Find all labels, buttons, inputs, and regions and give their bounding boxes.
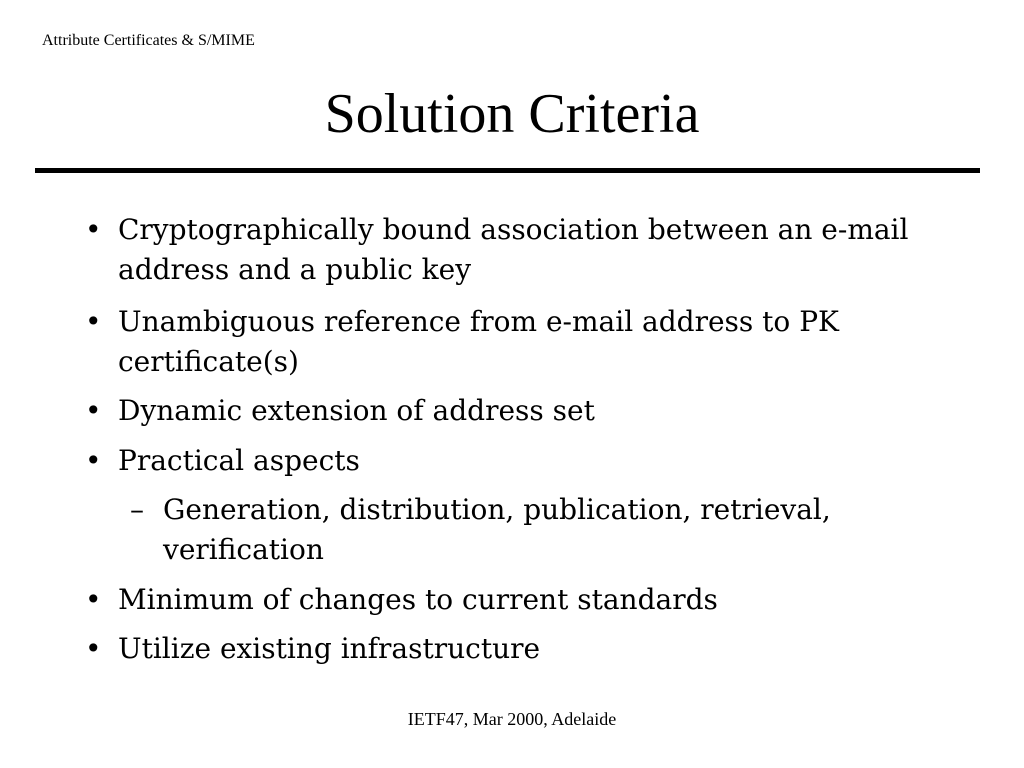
bullet-marker: •	[85, 583, 102, 616]
bullet-marker: •	[85, 394, 102, 427]
bullet-item	[85, 210, 915, 290]
slide-title: Solution Criteria	[324, 83, 700, 145]
bullet-text: Dynamic extension of address set	[118, 394, 595, 427]
bullet-item	[85, 302, 915, 382]
bullet-item	[85, 580, 915, 620]
sub-bullet-text: Generation, distribution, publication, retrieval, verification	[163, 493, 831, 566]
bullet-item	[85, 629, 915, 669]
bullet-marker: •	[85, 305, 102, 338]
bullet-marker: •	[85, 632, 102, 665]
bullet-text: Cryptographically bound association between an e-mail address and a public key	[118, 213, 909, 286]
slide-footer: IETF47, Mar 2000, Adelaide	[407, 709, 617, 729]
bullet-text: Unambiguous reference from e-mail address to PK certificate(s)	[118, 305, 839, 378]
bullet-text: Minimum of changes to current standards	[118, 583, 718, 616]
sub-bullet-item	[130, 490, 910, 570]
bullet-text: Utilize existing infrastructure	[118, 632, 541, 665]
bullet-marker: •	[85, 444, 102, 477]
bullet-text: Practical aspects	[118, 444, 360, 477]
sub-bullet-marker: –	[130, 493, 144, 526]
bullet-item	[85, 441, 915, 481]
bullet-marker: •	[85, 213, 102, 246]
slide-header-note: Attribute Certificates & S/MIME	[42, 32, 255, 49]
bullet-item	[85, 391, 915, 431]
